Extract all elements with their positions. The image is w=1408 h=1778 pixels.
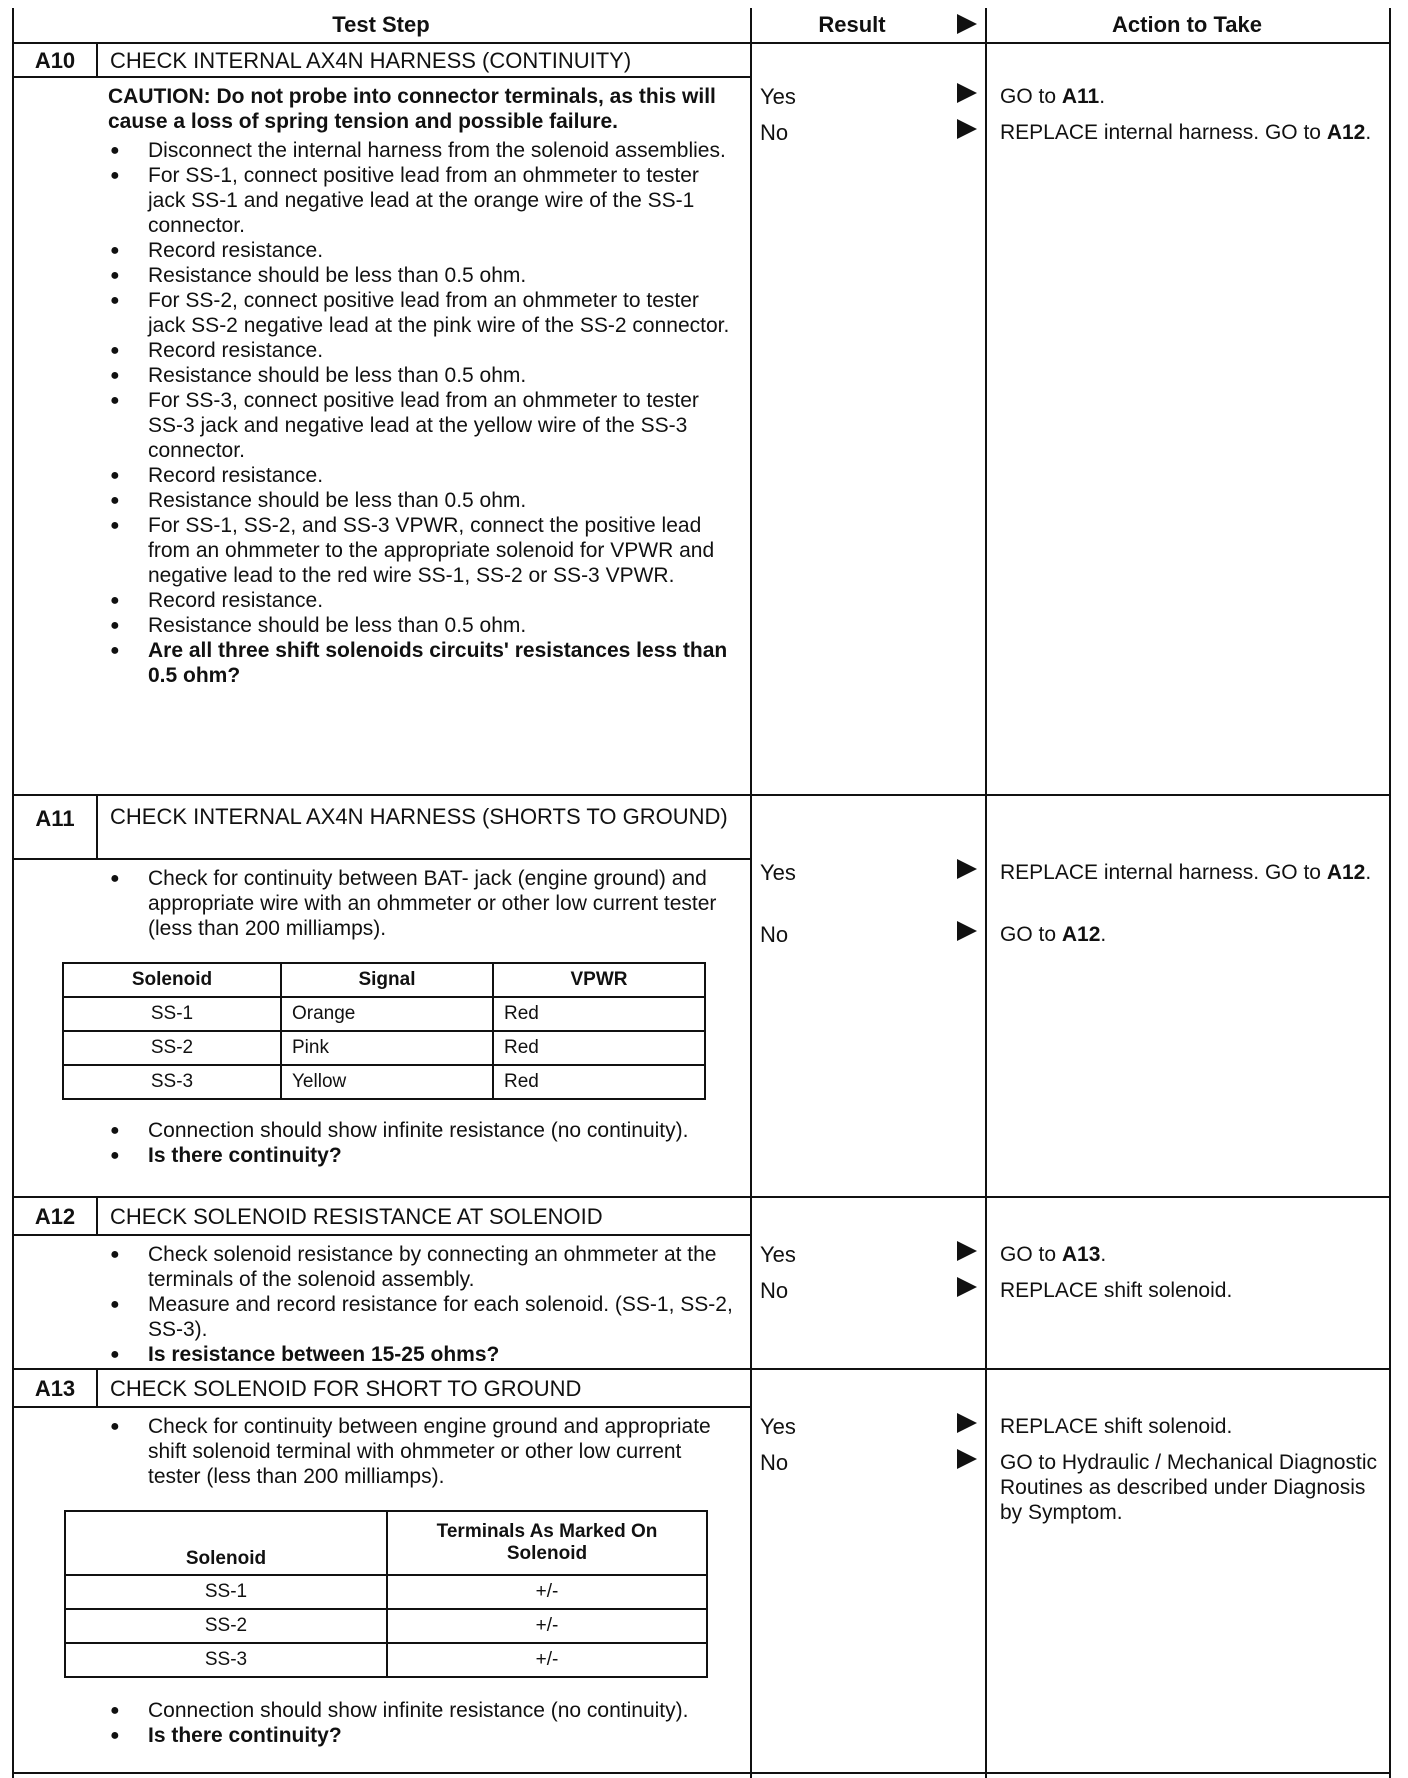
action-no-a10: REPLACE internal harness. GO to A12. xyxy=(1000,121,1372,144)
header-divider xyxy=(12,42,1389,44)
list-item: ● Record resistance. xyxy=(108,238,738,263)
list-item: ● Disconnect the internal harness from the solenoid assemblies. xyxy=(108,138,738,163)
a12-top-divider xyxy=(12,1196,1389,1198)
action-yes-a12: GO to A13. xyxy=(1000,1243,1107,1266)
action-no-a11: GO to A12. xyxy=(1000,923,1107,946)
table-cell: SS-3 xyxy=(63,1065,281,1099)
bullet-list-a11 xyxy=(108,866,738,941)
table-cell: SS-1 xyxy=(63,997,281,1031)
arrow-icon xyxy=(957,119,977,139)
list-item: ● Resistance should be less than 0.5 ohm. xyxy=(108,363,738,388)
arrow-icon xyxy=(957,1241,977,1261)
step-title-a13: CHECK SOLENOID FOR SHORT TO GROUND xyxy=(110,1376,582,1401)
step-body-a11-after xyxy=(108,1118,738,1168)
bullet-list-a12 xyxy=(108,1242,738,1367)
table-cell: SS-3 xyxy=(65,1643,387,1677)
result-yes-a13: Yes xyxy=(760,1414,796,1439)
caution-note: CAUTION: Do not probe into connector terminals, as this will cause a loss of spring tension and possible failure. xyxy=(108,85,716,133)
bullet-list-a11-after xyxy=(108,1118,738,1168)
list-item: ● Resistance should be less than 0.5 ohm. xyxy=(108,263,738,288)
header-result: Result xyxy=(818,12,886,37)
solenoid-wire-table xyxy=(62,962,706,1100)
table-header: Terminals As Marked On Solenoid xyxy=(387,1511,707,1575)
table-cell: +/- xyxy=(387,1609,707,1643)
step-id-a13: A13 xyxy=(34,1376,76,1401)
result-no-a13: No xyxy=(760,1450,789,1475)
a11-top-divider xyxy=(12,794,1389,796)
result-no-a11: No xyxy=(760,922,789,947)
table-cell: SS-1 xyxy=(65,1575,387,1609)
step-title-a11: CHECK INTERNAL AX4N HARNESS (SHORTS TO GROUND) xyxy=(110,804,728,829)
table-row xyxy=(65,1643,707,1677)
table-header-row xyxy=(65,1511,707,1575)
table-row xyxy=(63,1031,705,1065)
a11-title-divider xyxy=(12,858,752,860)
list-item: ● For SS-3, connect positive lead from an ohmmeter to tester SS-3 jack and negative lead at the yellow wire of the SS-3 connector. xyxy=(108,388,738,463)
table-cell: Red xyxy=(493,1065,705,1099)
a12-title-divider xyxy=(12,1234,752,1236)
result-no-a12: No xyxy=(760,1278,789,1303)
a10-title-divider xyxy=(12,76,752,78)
arrow-icon xyxy=(957,921,977,941)
table-header: Solenoid xyxy=(63,963,281,997)
step-id-a12: A12 xyxy=(34,1204,76,1229)
list-item: ● For SS-1, SS-2, and SS-3 VPWR, connect the positive lead from an ohmmeter to the appropriate solenoid for VPWR and negative lead to the red wire SS-1, SS-2 or SS-3 VPWR. xyxy=(108,513,738,588)
list-item: ● Check for continuity between BAT- jack (engine ground) and appropriate wire with an ohmmeter or other low current tester (less than 200 milliamps). xyxy=(108,866,738,941)
action-no-a12: REPLACE shift solenoid. xyxy=(1000,1279,1233,1302)
question-item: ● Is resistance between 15-25 ohms? xyxy=(108,1342,738,1367)
result-yes-a12: Yes xyxy=(760,1242,796,1267)
header-arrow-icon xyxy=(957,14,977,34)
table-bottom xyxy=(12,1772,1389,1774)
table-header-row xyxy=(63,963,705,997)
result-yes-a10: Yes xyxy=(760,84,796,109)
a12-id-separator xyxy=(96,1198,98,1234)
table-header: Solenoid xyxy=(65,1511,387,1575)
action-yes-a11: REPLACE internal harness. GO to A12. xyxy=(1000,861,1372,884)
step-body-a13-after xyxy=(108,1698,738,1748)
a11-id-separator xyxy=(96,796,98,858)
list-item: ● For SS-1, connect positive lead from an ohmmeter to tester jack SS-1 and negative lead at the orange wire of the SS-1 connector. xyxy=(108,163,738,238)
table-cell: Red xyxy=(493,1031,705,1065)
a13-title-divider xyxy=(12,1406,752,1408)
table-cell: +/- xyxy=(387,1643,707,1677)
a10-id-separator xyxy=(96,44,98,76)
bullet-list-a13 xyxy=(108,1414,738,1489)
table-cell: SS-2 xyxy=(65,1609,387,1643)
arrow-icon xyxy=(957,1277,977,1297)
arrow-icon xyxy=(957,1449,977,1469)
list-item: ● Record resistance. xyxy=(108,338,738,363)
table-row xyxy=(63,997,705,1031)
step-body-a13-before xyxy=(108,1414,738,1489)
list-item: ● Check solenoid resistance by connecting an ohmmeter at the terminals of the solenoid assembly. xyxy=(108,1242,738,1292)
list-item: ● Resistance should be less than 0.5 ohm. xyxy=(108,613,738,638)
arrow-icon xyxy=(957,859,977,879)
step-title-a10: CHECK INTERNAL AX4N HARNESS (CONTINUITY) xyxy=(110,48,632,73)
table-header: VPWR xyxy=(493,963,705,997)
list-item: ● Resistance should be less than 0.5 ohm. xyxy=(108,488,738,513)
table-cell: +/- xyxy=(387,1575,707,1609)
a13-id-separator xyxy=(96,1370,98,1406)
list-item: ● Connection should show infinite resistance (no continuity). xyxy=(108,1698,738,1723)
table-header: Signal xyxy=(281,963,493,997)
step-id-a10: A10 xyxy=(34,48,76,73)
step-title-a12: CHECK SOLENOID RESISTANCE AT SOLENOID xyxy=(110,1204,603,1229)
list-item: ● For SS-2, connect positive lead from an ohmmeter to tester jack SS-2 negative lead at the pink wire of the SS-2 connector. xyxy=(108,288,738,338)
table-row xyxy=(63,1065,705,1099)
arrow-icon xyxy=(957,83,977,103)
list-item: ● Check for continuity between engine ground and appropriate shift solenoid terminal with ohmmeter or other low current tester (less than 200 milliamps). xyxy=(108,1414,738,1489)
result-yes-a11: Yes xyxy=(760,860,796,885)
arrow-icon xyxy=(957,1413,977,1433)
question-item: ● Is there continuity? xyxy=(108,1723,738,1748)
solenoid-terminal-table xyxy=(64,1510,708,1678)
list-item: ● Record resistance. xyxy=(108,463,738,488)
table-cell: Orange xyxy=(281,997,493,1031)
step-body-a12 xyxy=(108,1242,738,1367)
table-cell: Red xyxy=(493,997,705,1031)
table-cell: Pink xyxy=(281,1031,493,1065)
list-item: ● Record resistance. xyxy=(108,588,738,613)
step-id-a11: A11 xyxy=(35,806,75,831)
header-test-step: Test Step xyxy=(332,12,430,37)
action-yes-a10: GO to A11. xyxy=(1000,85,1106,108)
column-divider-result xyxy=(750,8,752,1778)
step-body-a11-before xyxy=(108,866,738,941)
column-divider-action xyxy=(985,8,987,1778)
bullet-list-a13-after xyxy=(108,1698,738,1748)
question-item: ● Is there continuity? xyxy=(108,1143,738,1168)
result-no-a10: No xyxy=(760,120,789,145)
table-row xyxy=(65,1575,707,1609)
list-item: ● Measure and record resistance for each solenoid. (SS-1, SS-2, SS-3). xyxy=(108,1292,738,1342)
action-no-a13: GO to Hydraulic / Mechanical Diagnostic Routines as described under Diagnosis by Symptom. xyxy=(1000,1451,1377,1524)
step-body-a10 xyxy=(108,84,738,688)
question-item: ● Are all three shift solenoids circuits' resistances less than 0.5 ohm? xyxy=(108,638,738,688)
action-yes-a13: REPLACE shift solenoid. xyxy=(1000,1415,1233,1438)
a13-top-divider xyxy=(12,1368,1389,1370)
table-cell: Yellow xyxy=(281,1065,493,1099)
table-cell: SS-2 xyxy=(63,1031,281,1065)
bullet-list-a10 xyxy=(108,138,738,688)
table-row xyxy=(65,1609,707,1643)
header-action: Action to Take xyxy=(1112,12,1262,37)
list-item: ● Connection should show infinite resistance (no continuity). xyxy=(108,1118,738,1143)
